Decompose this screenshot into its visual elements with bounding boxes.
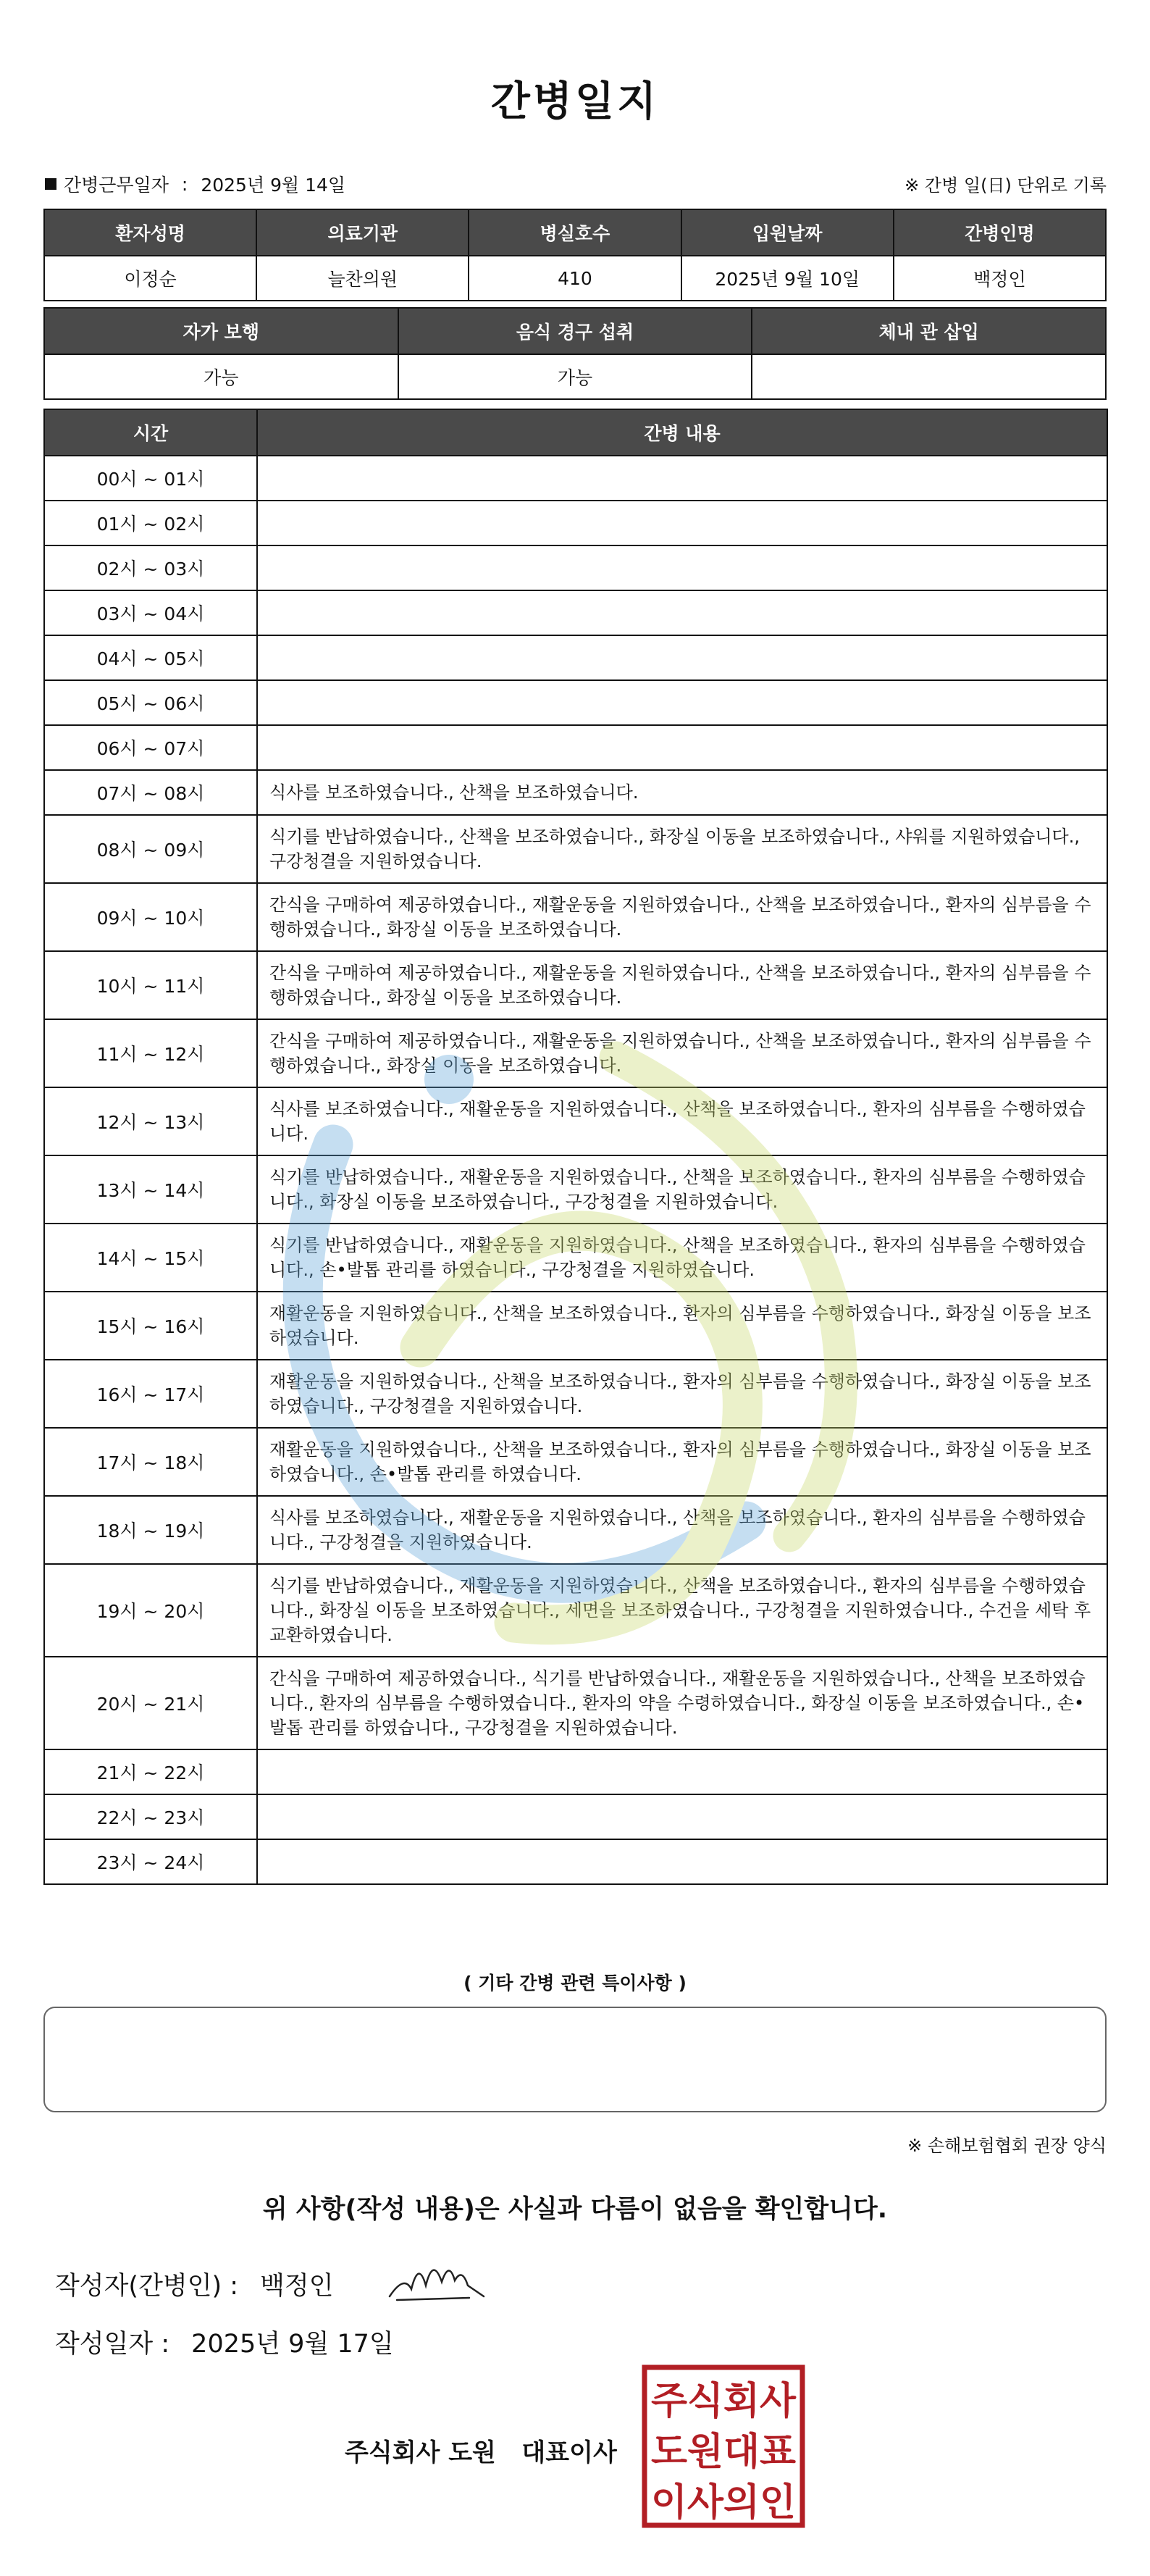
institution: 늘찬의원	[256, 256, 469, 301]
log-content: 식기를 반납하였습니다., 재활운동을 지원하였습니다., 산책을 보조하였습니다., 환자의 심부름을 수행하였습니다., 손•발톱 관리를 하였습니다., 구강청결을 지원하였습니다.	[257, 1224, 1107, 1292]
log-content: 식사를 보조하였습니다., 재활운동을 지원하였습니다., 산책을 보조하였습니다., 환자의 심부름을 수행하였습니다.	[257, 1087, 1107, 1155]
table-row	[44, 1564, 1107, 1657]
table-row	[44, 1087, 1107, 1155]
log-content	[257, 590, 1107, 635]
table-row	[44, 1496, 1107, 1564]
table-row	[44, 1794, 1107, 1839]
log-time: 22시 ~ 23시	[44, 1794, 257, 1839]
writer-line	[55, 2266, 334, 2302]
log-content: 재활운동을 지원하였습니다., 산책을 보조하였습니다., 환자의 심부름을 수행하였습니다., 화장실 이동을 보조하였습니다., 구강청결을 지원하였습니다.	[257, 1360, 1107, 1428]
log-time: 02시 ~ 03시	[44, 545, 257, 590]
log-content: 식기를 반납하였습니다., 산책을 보조하였습니다., 화장실 이동을 보조하였습니다., 샤워를 지원하였습니다., 구강청결을 지원하였습니다.	[257, 815, 1107, 883]
log-time: 03시 ~ 04시	[44, 590, 257, 635]
log-time: 08시 ~ 09시	[44, 815, 257, 883]
signature-icon	[382, 2246, 491, 2311]
writer-label: 작성자(간병인) :	[55, 2272, 239, 2301]
header-room: 병실호수	[469, 209, 681, 256]
log-content: 간식을 구매하여 제공하였습니다., 식기를 반납하였습니다., 재활운동을 지원하였습니다., 산책을 보조하였습니다., 환자의 심부름을 수행하였습니다., 환자의 약을 수령하였습니다., 화장실 이동을 보조하였습니다., 손•발톱 관리를 하였습니다., 구강청결을 지원하였습니다.	[257, 1657, 1107, 1749]
log-time: 15시 ~ 16시	[44, 1292, 257, 1360]
log-time: 04시 ~ 05시	[44, 635, 257, 680]
log-content	[257, 545, 1107, 590]
log-time: 18시 ~ 19시	[44, 1496, 257, 1564]
confirmation-text: 위 사항(작성 내용)은 사실과 다름이 없음을 확인합니다.	[262, 2195, 888, 2224]
table-row	[44, 725, 1107, 770]
header-time: 시간	[44, 409, 257, 456]
log-time: 14시 ~ 15시	[44, 1224, 257, 1292]
log-time: 09시 ~ 10시	[44, 883, 257, 951]
svg-text:도원대표: 도원대표	[651, 2430, 796, 2474]
log-time: 01시 ~ 02시	[44, 501, 257, 545]
header-patient-name: 환자성명	[44, 209, 256, 256]
table-row	[44, 1224, 1107, 1292]
work-date-label: 간병근무일자	[64, 175, 169, 196]
log-content	[257, 725, 1107, 770]
table-row	[44, 770, 1107, 815]
header-caregiver: 간병인명	[894, 209, 1106, 256]
oral-intake: 가능	[398, 354, 752, 399]
company-representative: 주식회사 도원 대표이사	[345, 2438, 617, 2467]
caregiver-name: 백정인	[894, 256, 1106, 301]
log-content: 식기를 반납하였습니다., 재활운동을 지원하였습니다., 산책을 보조하였습니다., 환자의 심부름을 수행하였습니다., 화장실 이동을 보조하였습니다., 구강청결을 지원하였습니다.	[257, 1155, 1107, 1224]
table-row	[44, 590, 1107, 635]
tube-insertion	[752, 354, 1106, 399]
table-row	[44, 1839, 1107, 1884]
log-time: 21시 ~ 22시	[44, 1749, 257, 1794]
log-time: 16시 ~ 17시	[44, 1360, 257, 1428]
header-self-walking: 자가 보행	[44, 308, 398, 354]
work-date-sep: :	[181, 173, 188, 195]
log-content	[257, 1794, 1107, 1839]
company-seal-icon	[642, 2364, 805, 2528]
log-time: 13시 ~ 14시	[44, 1155, 257, 1224]
log-content	[257, 501, 1107, 545]
written-date-label: 작성일자 :	[55, 2330, 170, 2359]
log-content	[257, 680, 1107, 725]
log-time: 17시 ~ 18시	[44, 1428, 257, 1496]
log-time: 07시 ~ 08시	[44, 770, 257, 815]
table-row	[44, 1657, 1107, 1749]
log-content: 식기를 반납하였습니다., 재활운동을 지원하였습니다., 산책을 보조하였습니다., 환자의 심부름을 수행하였습니다., 화장실 이동을 보조하였습니다., 세면을 보조하였습니다., 구강청결을 지원하였습니다., 수건을 세탁 후 교환하였습니다.	[257, 1564, 1107, 1657]
log-content: 재활운동을 지원하였습니다., 산책을 보조하였습니다., 환자의 심부름을 수행하였습니다., 화장실 이동을 보조하였습니다., 손•발톱 관리를 하였습니다.	[257, 1428, 1107, 1496]
log-content: 식사를 보조하였습니다., 산책을 보조하였습니다.	[257, 770, 1107, 815]
table-row	[44, 635, 1107, 680]
patient-name: 이정순	[44, 256, 256, 301]
page-title: 간병일지	[490, 78, 660, 125]
table-row	[44, 1360, 1107, 1428]
log-content	[257, 635, 1107, 680]
header-tube: 체내 관 삽입	[752, 308, 1106, 354]
svg-text:주식회사: 주식회사	[651, 2380, 797, 2423]
record-unit-note: ※ 간병 일(日) 단위로 기록	[905, 175, 1107, 196]
table-row	[44, 1292, 1107, 1360]
log-content	[257, 1839, 1107, 1884]
log-time: 00시 ~ 01시	[44, 456, 257, 501]
work-date	[45, 171, 345, 197]
table-row	[44, 883, 1107, 951]
table-row	[44, 1749, 1107, 1794]
log-content: 간식을 구매하여 제공하였습니다., 재활운동을 지원하였습니다., 산책을 보조하였습니다., 환자의 심부름을 수행하였습니다., 화장실 이동을 보조하였습니다.	[257, 951, 1107, 1019]
written-date-value: 2025년 9월 17일	[191, 2330, 394, 2359]
log-time: 06시 ~ 07시	[44, 725, 257, 770]
patient-status-table	[43, 307, 1107, 400]
header-oral-intake: 음식 경구 섭취	[398, 308, 752, 354]
table-row	[44, 545, 1107, 590]
writer-name: 백정인	[260, 2272, 334, 2301]
log-time: 10시 ~ 11시	[44, 951, 257, 1019]
log-content	[257, 1749, 1107, 1794]
log-time: 12시 ~ 13시	[44, 1087, 257, 1155]
log-content: 식사를 보조하였습니다., 재활운동을 지원하였습니다., 산책을 보조하였습니다., 환자의 심부름을 수행하였습니다., 구강청결을 지원하였습니다.	[257, 1496, 1107, 1564]
log-time: 11시 ~ 12시	[44, 1019, 257, 1087]
table-row	[44, 501, 1107, 545]
remarks-box	[43, 2007, 1107, 2112]
table-row	[44, 1428, 1107, 1496]
remarks-title: ( 기타 간병 관련 특이사항 )	[463, 1973, 687, 1994]
svg-text:이사의인: 이사의인	[651, 2481, 796, 2525]
written-date-line	[55, 2324, 394, 2360]
log-content: 간식을 구매하여 제공하였습니다., 재활운동을 지원하였습니다., 산책을 보조하였습니다., 환자의 심부름을 수행하였습니다., 화장실 이동을 보조하였습니다.	[257, 1019, 1107, 1087]
log-time: 05시 ~ 06시	[44, 680, 257, 725]
admission-date: 2025년 9월 10일	[681, 256, 894, 301]
table-row	[44, 951, 1107, 1019]
patient-info-table	[43, 209, 1107, 301]
log-content	[257, 456, 1107, 501]
work-date-value: 2025년 9월 14일	[201, 175, 346, 196]
header-admission-date: 입원날짜	[681, 209, 894, 256]
header-institution: 의료기관	[256, 209, 469, 256]
log-content: 재활운동을 지원하였습니다., 산책을 보조하였습니다., 환자의 심부름을 수행하였습니다., 화장실 이동을 보조하였습니다.	[257, 1292, 1107, 1360]
table-row	[44, 815, 1107, 883]
log-content: 간식을 구매하여 제공하였습니다., 재활운동을 지원하였습니다., 산책을 보조하였습니다., 환자의 심부름을 수행하였습니다., 화장실 이동을 보조하였습니다.	[257, 883, 1107, 951]
room-number: 410	[469, 256, 681, 301]
table-row	[44, 456, 1107, 501]
log-time: 19시 ~ 20시	[44, 1564, 257, 1657]
table-row	[44, 1155, 1107, 1224]
log-time: 20시 ~ 21시	[44, 1657, 257, 1749]
log-time: 23시 ~ 24시	[44, 1839, 257, 1884]
self-walking: 가능	[44, 354, 398, 399]
bullet-square-icon	[45, 178, 56, 190]
header-content: 간병 내용	[257, 409, 1107, 456]
care-log-table	[43, 409, 1108, 1885]
table-row	[44, 680, 1107, 725]
table-row	[44, 1019, 1107, 1087]
recommend-note: ※ 손해보험협회 권장 양식	[907, 2136, 1107, 2156]
